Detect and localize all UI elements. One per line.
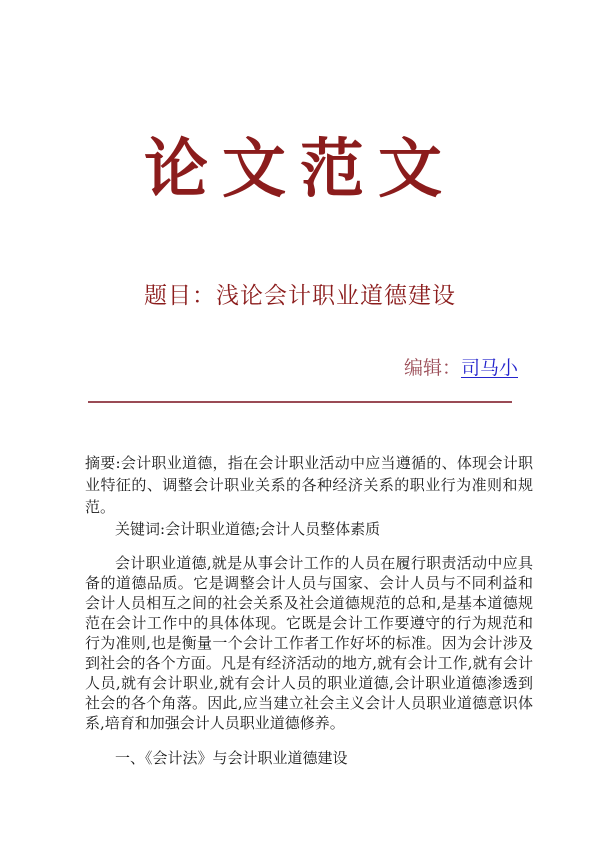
editor-name-link[interactable]: 司马小 <box>460 357 518 380</box>
body-paragraph: 会计职业道德,就是从事会计工作的人员在履行职责活动中应具备的道德品质。它是调整会计人员与国家、会计人员与不同利益和会计人员相互之间的社会关系及社会道德规范的总和,是基本道德规范在会计工作中的具体体现。它既是会计工作要遵守的行为规范和行为准则,也是衡量一个会计工作者工作好坏的标准。因为会计涉及到社会的各个方面。凡是有经济活动的地方,就有会计工作,就有会计人员,就有会计职业,就有会计人员的职业道德,会计职业道德渗透到社会的各个角落。因此,应当建立社会主义会计人员职业道德意识体系,培育和加强会计人员职业道德修养。 <box>85 554 533 733</box>
keywords-line <box>0 518 600 540</box>
subject-value: 浅论会计职业道德建设 <box>216 283 456 310</box>
editor-line <box>0 355 600 381</box>
keywords-label: 关键词: <box>115 520 166 539</box>
subject-label: 题目： <box>144 283 216 310</box>
header-divider <box>88 401 512 403</box>
abstract-label: 摘要: <box>85 454 121 473</box>
editor-label: 编辑： <box>403 357 461 380</box>
abstract-paragraph <box>0 452 600 518</box>
brand-title: 论文范文 <box>144 132 456 207</box>
abstract-text: 会计职业道德，指在会计职业活动中应当遵循的、体现会计职业特征的、调整会计职业关系的各种经济关系的职业行为准则和规范。 <box>85 454 533 517</box>
section-heading: 一、《会计法》与会计职业道德建设 <box>115 749 348 768</box>
keywords-text: 会计职业道德;会计人员整体素质 <box>165 520 381 539</box>
subject-line <box>0 281 600 311</box>
